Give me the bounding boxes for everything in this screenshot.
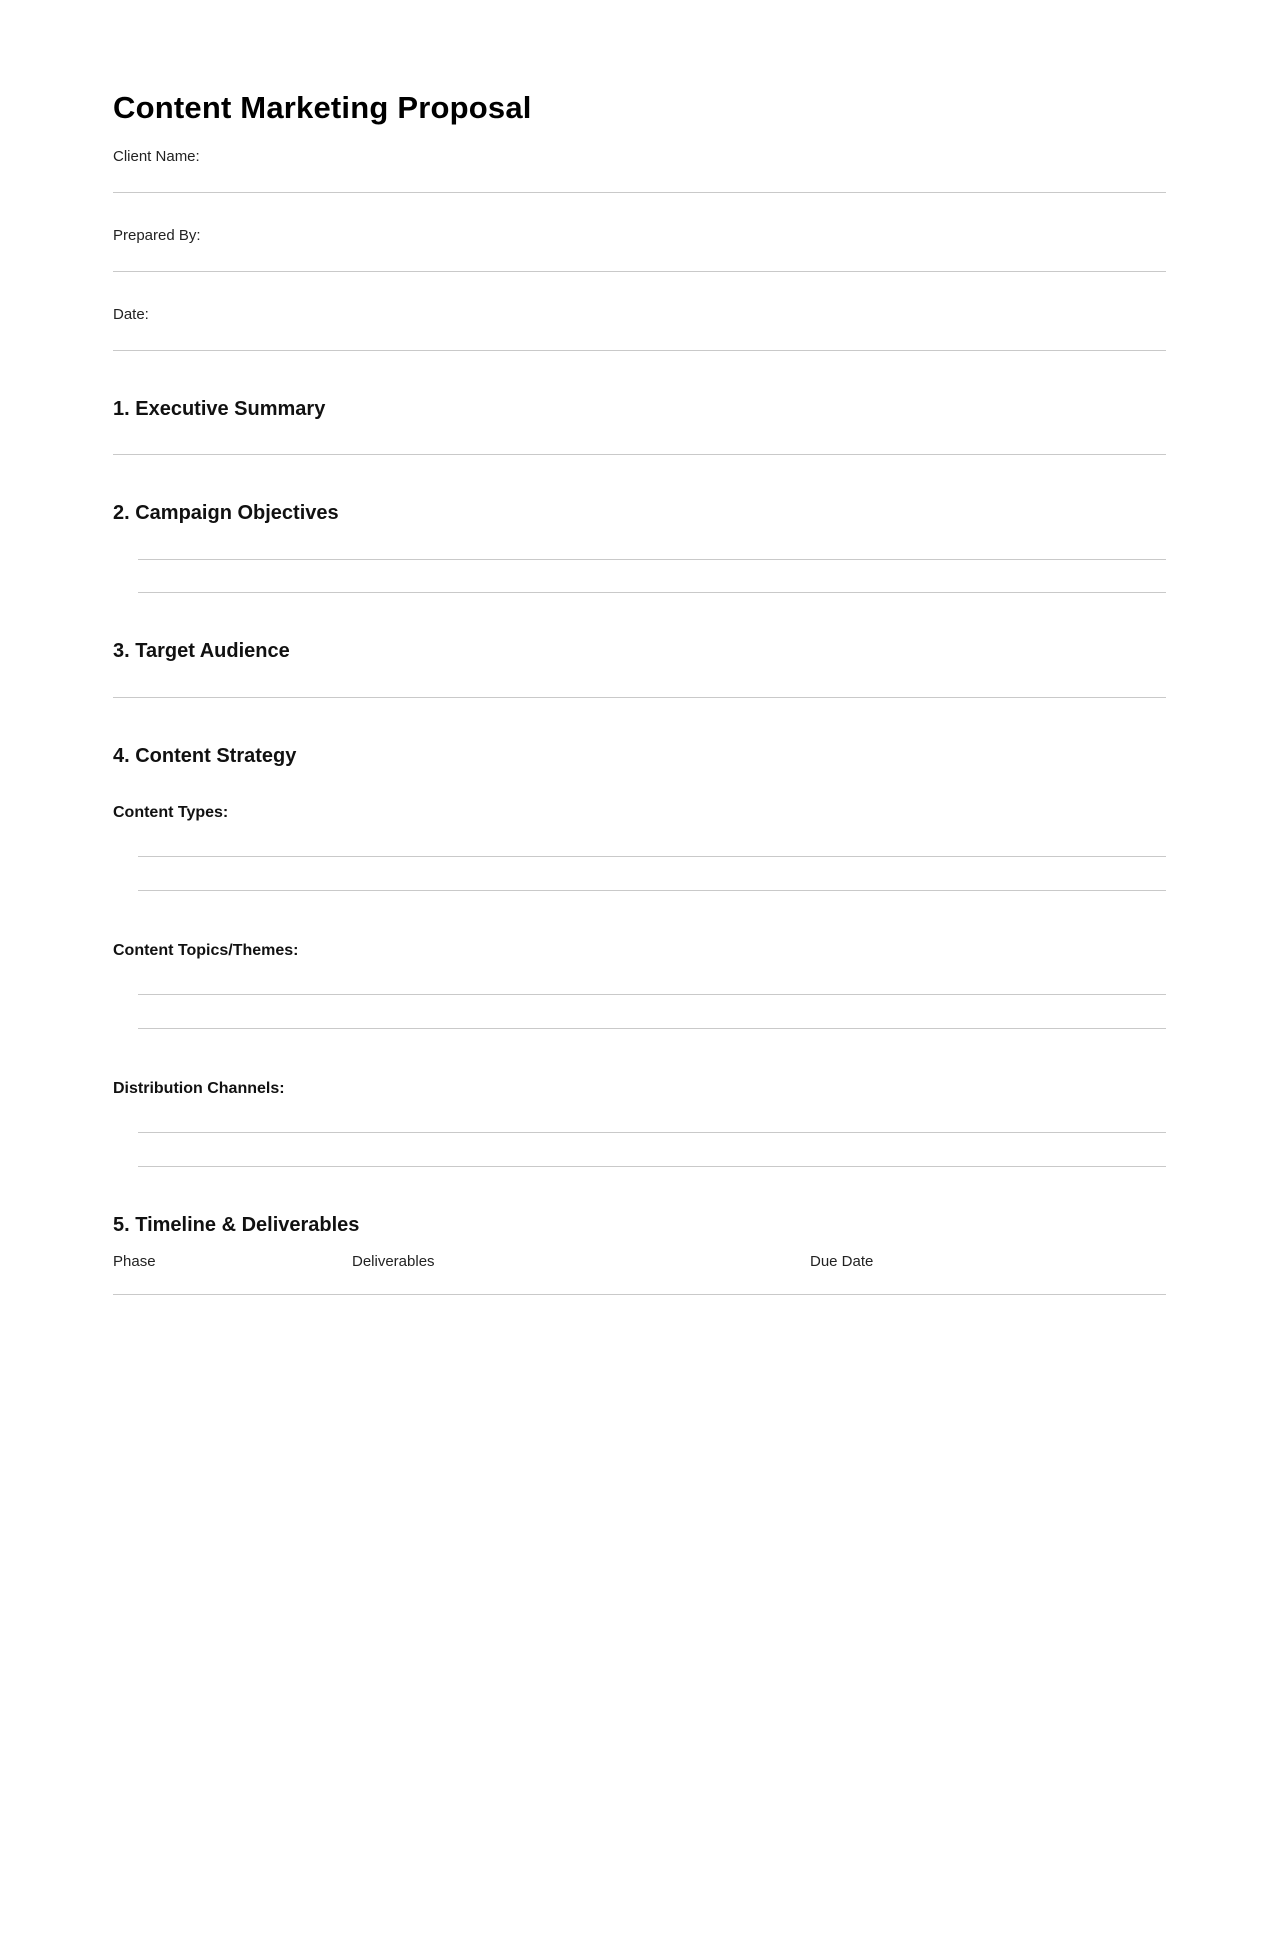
- content-types-label: Content Types:: [113, 804, 229, 821]
- subsection-distribution-channels: [113, 1079, 1166, 1167]
- prepared-by-label: Prepared By:: [113, 227, 201, 244]
- target-audience-heading: 3. Target Audience: [113, 640, 290, 662]
- timeline-column-due-date: Due Date: [810, 1253, 874, 1270]
- client-name-label: Client Name:: [113, 148, 200, 165]
- section-timeline-deliverables: [113, 1213, 1166, 1295]
- distribution-channels-write-line-1[interactable]: [138, 1099, 1166, 1133]
- timeline-column-phase: Phase: [113, 1253, 156, 1270]
- executive-summary-heading: 1. Executive Summary: [113, 398, 326, 420]
- timeline-table-header: [113, 1252, 1166, 1272]
- executive-summary-write-line[interactable]: [113, 422, 1166, 455]
- section-campaign-objectives: [113, 501, 1166, 593]
- content-topics-write-line-2[interactable]: [138, 995, 1166, 1029]
- content-topics-write-line-1[interactable]: [138, 961, 1166, 995]
- subsection-content-topics: [113, 941, 1166, 1029]
- prepared-by-write-line[interactable]: [113, 245, 1166, 272]
- campaign-objectives-write-line-1[interactable]: [138, 526, 1166, 560]
- target-audience-write-line[interactable]: [113, 664, 1166, 698]
- content-types-write-line-1[interactable]: [138, 823, 1166, 857]
- field-date: [113, 305, 1166, 351]
- page-title: Content Marketing Proposal: [113, 90, 532, 125]
- distribution-channels-label: Distribution Channels:: [113, 1080, 285, 1097]
- date-label: Date:: [113, 306, 149, 323]
- section-content-strategy: [113, 744, 1166, 1167]
- subsection-content-types: [113, 803, 1166, 891]
- field-prepared-by: [113, 226, 1166, 272]
- campaign-objectives-write-line-2[interactable]: [138, 560, 1166, 593]
- timeline-deliverables-heading: 5. Timeline & Deliverables: [113, 1214, 360, 1236]
- section-target-audience: [113, 639, 1166, 698]
- timeline-column-deliverables: Deliverables: [352, 1253, 435, 1270]
- date-write-line[interactable]: [113, 324, 1166, 351]
- distribution-channels-write-line-2[interactable]: [138, 1133, 1166, 1167]
- section-executive-summary: [113, 397, 1166, 455]
- content-types-write-line-2[interactable]: [138, 857, 1166, 891]
- content-topics-label: Content Topics/Themes:: [113, 942, 299, 959]
- client-name-write-line[interactable]: [113, 166, 1166, 193]
- timeline-table-write-line[interactable]: [113, 1272, 1166, 1295]
- field-client-name: [113, 147, 1166, 193]
- campaign-objectives-heading: 2. Campaign Objectives: [113, 502, 339, 524]
- content-strategy-heading: 4. Content Strategy: [113, 745, 297, 767]
